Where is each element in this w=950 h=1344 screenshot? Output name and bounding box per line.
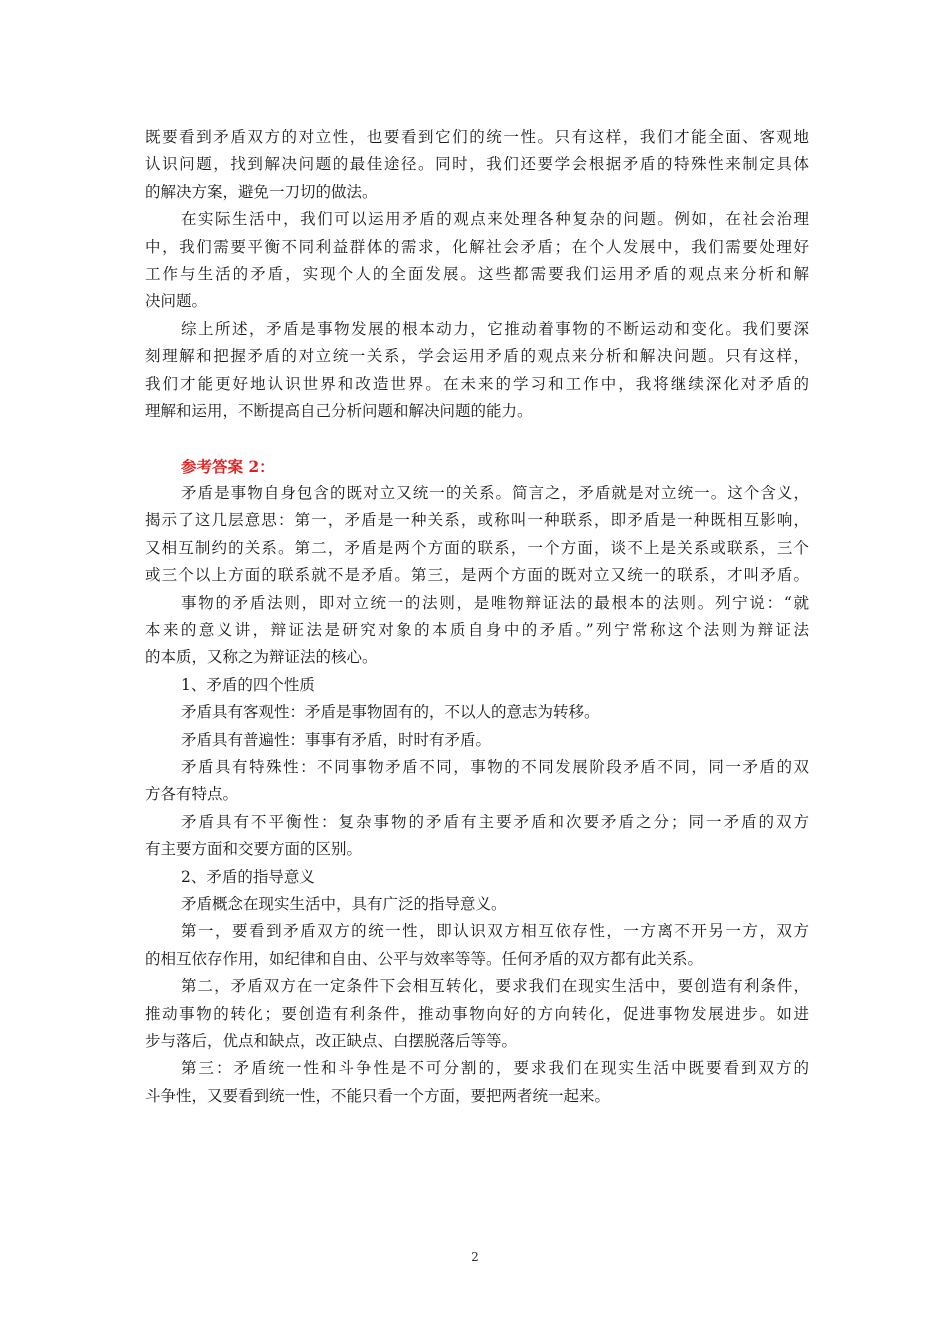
paragraph-line: 推动事物的转化；要创造有利条件，推动事物向好的方向转化，促进事物发展进步。如进 xyxy=(145,1004,809,1023)
section-heading: 1、矛盾的四个性质 xyxy=(181,675,315,694)
paragraph xyxy=(145,754,809,809)
paragraph-line: 我们才能更好地认识世界和改造世界。在未来的学习和工作中，我将继续深化对矛盾的 xyxy=(145,374,809,393)
paragraph-line: 第一，要看到矛盾双方的统一性，即认识双方相互依存性，一方离不开另一方，双方 xyxy=(181,922,809,941)
paragraph-line: 中，我们需要平衡不同利益群体的需求，化解社会矛盾；在个人发展中，我们需要处理好 xyxy=(145,237,809,256)
paragraph-line: 在实际生活中，我们可以运用矛盾的观点来处理各种复杂的问题。例如，在社会治理 xyxy=(181,210,809,229)
paragraph-line: 决问题。 xyxy=(145,292,208,311)
paragraph xyxy=(145,1055,809,1110)
paragraph xyxy=(145,809,809,864)
paragraph xyxy=(145,206,809,316)
paragraph-line: 步与落后，优点和缺点，改正缺点、白摆脱落后等等。 xyxy=(145,1031,518,1050)
answer-heading: 参考答案 2： xyxy=(181,456,275,476)
paragraph-line: 第二，矛盾双方在一定条件下会相互转化，要求我们在现实生活中，要创造有利条件， xyxy=(181,977,809,996)
blank-line xyxy=(145,425,809,452)
paragraph xyxy=(145,480,809,590)
paragraph-line: 又相互制约的关系。第二，矛盾是两个方面的联系，一个方面，谈不上是关系或联系，三个 xyxy=(145,538,809,557)
paragraph-line: 矛盾具有特殊性：不同事物矛盾不同，事物的不同发展阶段矛盾不同，同一矛盾的双 xyxy=(181,757,809,776)
paragraph-line: 的相互依存作用，如纪律和自由、公平与效率等等。任何矛盾的双方都有此关系。 xyxy=(145,949,704,968)
paragraph-line: 的解决方案，避免一刀切的做法。 xyxy=(145,182,378,201)
paragraph xyxy=(145,590,809,672)
paragraph-line: 的本质，又称之为辩证法的核心。 xyxy=(145,648,378,667)
paragraph-line: 工作与生活的矛盾，实现个人的全面发展。这些都需要我们运用矛盾的观点来分析和解 xyxy=(145,264,809,283)
paragraph-line: 或三个以上方面的联系就不是矛盾。第三，是两个方面的既对立又统一的联系，才叫矛盾。 xyxy=(145,566,809,585)
paragraph-line: 揭示了这几层意思：第一，矛盾是一种关系，或称叫一种联系，即矛盾是一种既相互影响， xyxy=(145,511,809,530)
paragraph-line: 认识问题，找到解决问题的最佳途径。同时，我们还要学会根据矛盾的特殊性来制定具体 xyxy=(145,155,809,174)
paragraph-line: 既要看到矛盾双方的对立性，也要看到它们的统一性。只有这样，我们才能全面、客观地 xyxy=(145,128,809,146)
paragraph-line: 本来的意义讲，辩证法是研究对象的本质自身中的矛盾。”列宁常称这个法则为辩证法 xyxy=(145,621,809,640)
paragraph-line: 刻理解和把握矛盾的对立统一关系，学会运用矛盾的观点来分析和解决问题。只有这样， xyxy=(145,347,809,366)
paragraph-line: 理解和运用，不断提高自己分析问题和解决问题的能力。 xyxy=(145,401,533,420)
paragraph xyxy=(145,918,809,973)
paragraph-line: 第三：矛盾统一性和斗争性是不可分割的，要求我们在现实生活中既要看到双方的 xyxy=(181,1059,809,1078)
paragraph-line: 有主要方面和交要方面的区别。 xyxy=(145,840,363,859)
document-page xyxy=(145,124,809,1110)
paragraph-line: 事物的矛盾法则，即对立统一的法则，是唯物辩证法的最根本的法则。列宁说：“就 xyxy=(181,593,809,612)
page-number: 2 xyxy=(471,1250,479,1264)
paragraph-line: 综上所述，矛盾是事物发展的根本动力，它推动着事物的不断运动和变化。我们要深 xyxy=(181,319,809,338)
paragraph-line: 矛盾具有普遍性：事事有矛盾，时时有矛盾。 xyxy=(181,730,492,749)
section-heading: 2、矛盾的指导意义 xyxy=(181,867,315,886)
paragraph-line: 方各有特点。 xyxy=(145,785,239,804)
paragraph-line: 斗争性，又要看到统一性，不能只看一个方面，要把两者统一起来。 xyxy=(145,1086,611,1105)
paragraph-line: 矛盾具有客观性：矛盾是事物固有的，不以人的意志为转移。 xyxy=(181,703,600,722)
paragraph xyxy=(145,973,809,1055)
paragraph xyxy=(145,124,809,206)
paragraph xyxy=(145,316,809,426)
paragraph-line: 矛盾概念在现实生活中，具有广泛的指导意义。 xyxy=(181,894,507,913)
paragraph-line: 矛盾是事物自身包含的既对立又统一的关系。简言之，矛盾就是对立统一。这个含义， xyxy=(181,484,809,503)
paragraph-line: 矛盾具有不平衡性：复杂事物的矛盾有主要矛盾和次要矛盾之分；同一矛盾的双方 xyxy=(181,812,809,831)
